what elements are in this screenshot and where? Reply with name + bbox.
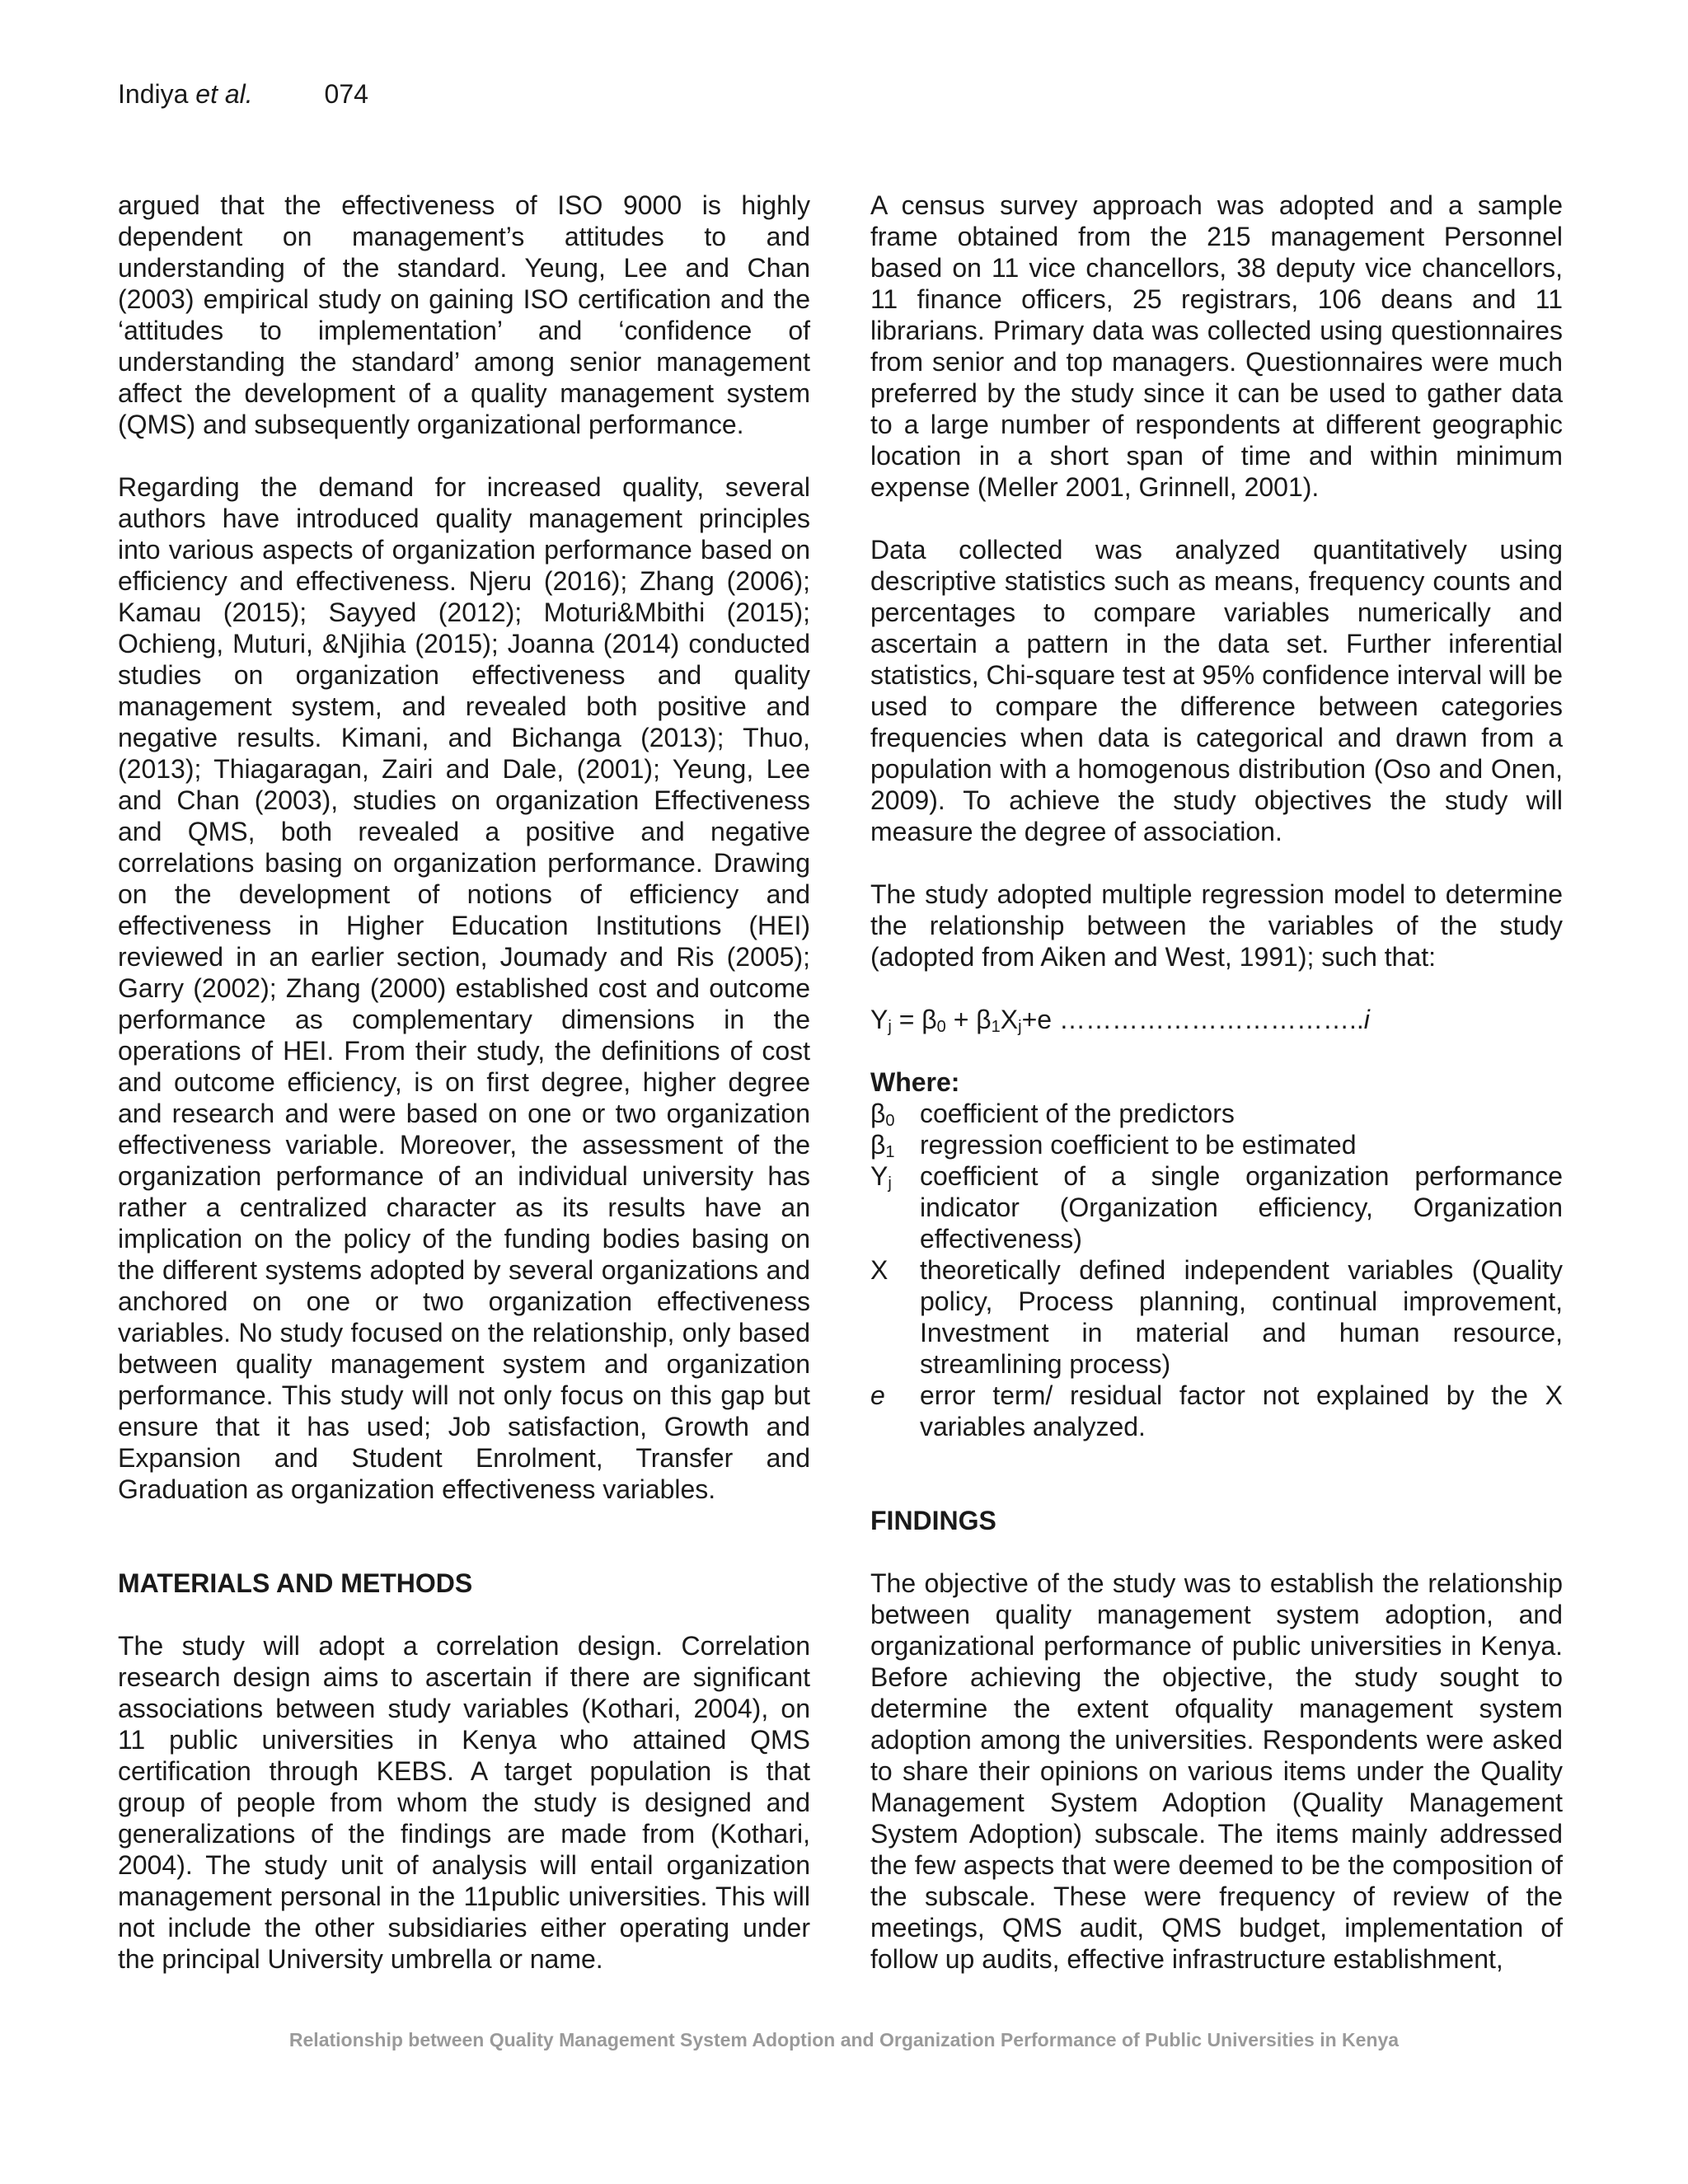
running-footer: Relationship between Quality Management System Adoption and Organization Performance of Public Universities in Kenya <box>288 2029 1400 2050</box>
definition-item <box>870 1098 1563 1129</box>
definition-symbol: e <box>870 1380 885 1410</box>
left-paragraph-1: argued that the effectiveness of ISO 9000 is highly dependent on management’s attitudes to and understanding of the standard. Yeung, Lee and Chan (2003) empirical study on gaining ISO certification and the ‘attitudes to implementation’ and ‘confidence of understanding the standard’ among senior management affect the development of a quality management system (QMS) and subsequently organizational performance. <box>118 190 810 439</box>
where-label: Where: <box>870 1067 960 1097</box>
regression-equation: $Y_j = \beta_0 + \beta_1X_j+e$ ……………………………..i <box>870 1005 1370 1036</box>
definition-text: coefficient of a single organization performance indicator (Organization efficiency, Organization effectiveness) <box>920 1161 1563 1254</box>
definition-item <box>870 1160 1563 1254</box>
right-paragraph-4: The objective of the study was to establish the relationship between quality management system adoption, and organizational performance of public universities in Kenya. Before achieving the objective, the study sought to determine the extent ofquality management system adoption among the universities. Respondents were asked to share their opinions on various items under the Quality Management System Adoption (Quality Management System Adoption) subscale. The items mainly addressed the few aspects that were deemed to be the composition of the subscale. These were frequency of review of the meetings, QMS audit, QMS budget, implementation of follow up audits, effective infrastructure establishment, <box>870 1568 1563 1974</box>
definition-text: coefficient of the predictors <box>920 1099 1235 1128</box>
definition-item <box>870 1380 1563 1442</box>
definition-symbol: $\beta_0$ <box>870 1099 895 1130</box>
running-header <box>118 77 368 110</box>
definition-symbol: $Y_j$ <box>870 1161 892 1193</box>
right-column <box>870 190 1563 1975</box>
definition-text: error term/ residual factor not explained by the X variables analyzed. <box>920 1380 1563 1441</box>
definition-symbol: $\beta_1$ <box>870 1130 895 1161</box>
left-column <box>118 190 810 1975</box>
right-paragraph-2: Data collected was analyzed quantitatively using descriptive statistics such as means, frequency counts and percentages to compare variables numerically and ascertain a pattern in the data set. Further inferential statistics, Chi-square test at 95% confidence interval will be used to compare the difference between categories frequencies when data is categorical and drawn from a population with a homogenous distribution (Oso and Onen, 2009). To achieve the study objectives the study will measure the degree of association. <box>870 535 1563 846</box>
definition-symbol: X <box>870 1255 889 1285</box>
right-paragraph-1: A census survey approach was adopted and a sample frame obtained from the 215 management Personnel based on 11 vice chancellors, 38 deputy vice chancellors, 11 finance officers, 25 registrars, 106 deans and 11 librarians. Primary data was collected using questionnaires from senior and top managers. Questionnaires were much preferred by the study since it can be used to gather data to a large number of respondents at different geographic location in a short span of time and within minimum expense (Meller 2001, Grinnell, 2001). <box>870 190 1563 502</box>
left-paragraph-2: Regarding the demand for increased quality, several authors have introduced quality management principles into various aspects of organization performance based on efficiency and effectiveness. Njeru (2016); Zhang (2006); Kamau (2015); Sayyed (2012); Moturi&Mbithi (2015); Ochieng, Muturi, &Njihia (2015); Joanna (2014) conducted studies on organization effectiveness and quality management system, and revealed both positive and negative results. Kimani, and Bichanga (2013); Thuo, (2013); Thiagaragan, Zairi and Dale, (2001); Yeung, Lee and Chan (2003), studies on organization Effectiveness and QMS, both revealed a positive and negative correlations basing on organization performance. Drawing on the development of notions of efficiency and effectiveness in Higher Education Institutions (HEI) reviewed in an earlier section, Joumady and Ris (2005); Garry (2002); Zhang (2000) established cost and outcome performance as complementary dimensions in the operations of HEI. From their study, the definitions of cost and outcome efficiency, is on first degree, higher degree and research and were based on one or two organization effectiveness variable. Moreover, the assessment of the organization performance of an individual university has rather a centralized character as its results have an implication on the policy of the funding bodies basing on the different systems adopted by several organizations and anchored on one or two organization effectiveness variables. No study focused on the relationship, only based between quality management system and organization performance. This study will not only focus on this gap but ensure that it has used; Job satisfaction, Growth and Expansion and Student Enrolment, Transfer and Graduation as organization effectiveness variables. <box>118 472 810 1504</box>
definition-item <box>870 1129 1563 1160</box>
variable-definitions <box>870 1098 1563 1442</box>
right-paragraph-3: The study adopted multiple regression model to determine the relationship between the variables of the study (adopted from Aiken and West, 1991); such that: <box>870 879 1563 972</box>
materials-methods-heading: MATERIALS AND METHODS <box>118 1568 473 1598</box>
findings-heading: FINDINGS <box>870 1506 996 1535</box>
page-number: 074 <box>324 79 368 109</box>
left-paragraph-3: The study will adopt a correlation design. Correlation research design aims to ascertain if there are significant associations between study variables (Kothari, 2004), on 11 public universities in Kenya who attained QMS certification through KEBS. A target population is that group of people from whom the study is designed and generalizations of the findings are made from (Kothari, 2004). The study unit of analysis will entail organization management personal in the 11public universities. This will not include the other subsidiaries either operating under the principal University umbrella or name. <box>118 1631 810 1974</box>
definition-text: regression coefficient to be estimated <box>920 1130 1357 1160</box>
definition-text: theoretically defined independent variables (Quality policy, Process planning, continual improvement, Investment in material and human resource, streamlining process) <box>920 1255 1563 1379</box>
header-authors: Indiya et al. <box>118 79 253 109</box>
definition-item <box>870 1254 1563 1380</box>
